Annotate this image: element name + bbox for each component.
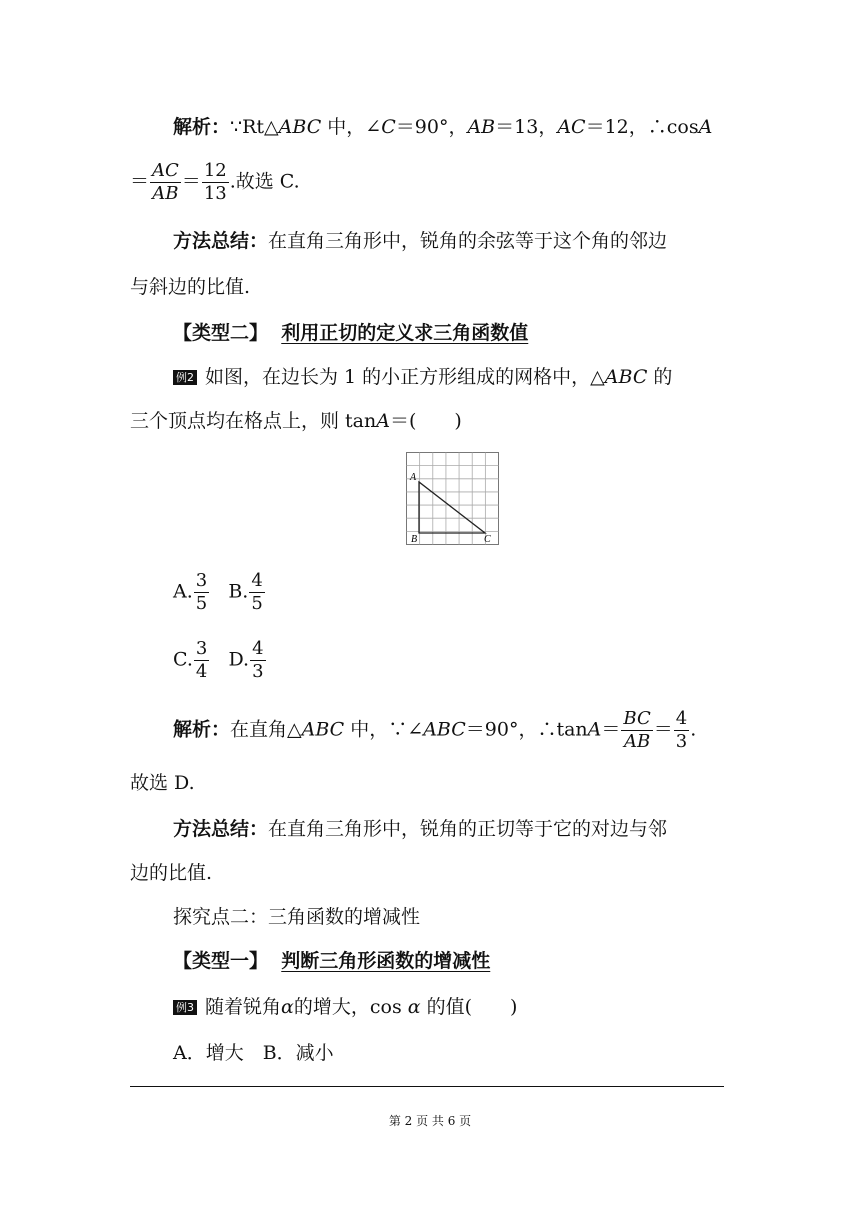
fraction-4-3: $\frac{4}{3}$ [675, 708, 688, 752]
analysis-label: 解析： [173, 718, 231, 741]
vertex-label-c: C [484, 534, 491, 545]
option-a-fraction: $\frac{3}{5}$ [195, 570, 208, 614]
grid-triangle-figure [406, 452, 500, 546]
option-d-fraction: $\frac{4}{3}$ [252, 638, 264, 682]
ex2-options-cd: C. $\frac{3}{4}$ D. $\frac{4}{3}$ [173, 638, 264, 682]
ex3-options: A．增大 B．减小 [173, 1042, 334, 1064]
option-b-fraction: $\frac{4}{5}$ [251, 570, 263, 614]
summary2-line2: 边的比值. [130, 862, 213, 884]
summary-label: 方法总结： [173, 230, 269, 252]
summary2-line1: 方法总结：在直角三角形中，锐角的正切等于它的对边与邻 [173, 818, 668, 840]
vertex-label-a: A [410, 472, 417, 483]
summary1-line1: 方法总结：在直角三角形中，锐角的余弦等于这个角的邻边 [173, 230, 668, 252]
option-c-fraction: $\frac{3}{4}$ [195, 638, 208, 682]
ex2-options-ab: A. $\frac{3}{5}$ B. $\frac{4}{5}$ [173, 570, 263, 614]
vertex-label-b: B [411, 534, 418, 545]
fraction-bc-ab: $\frac{BC}{AB}$ [623, 708, 651, 752]
analysis2-line1: 解析：在直角△ABC 中，∵∠ABC＝90°，∴tanA＝ $\frac{BC}{AB}$ ＝ $\frac{4}{3}$ . [173, 708, 697, 752]
analysis1-line1: 解析：∵Rt△ABC 中，∠C＝90°，AB＝13，AC＝12，∴cosA [173, 116, 713, 138]
analysis1-line2: ＝ $\frac{AC}{AB}$ ＝ $\frac{12}{13}$ .故选 C. [130, 160, 300, 204]
ex2-line2: 三个顶点均在格点上，则 tanA＝( ) [130, 410, 462, 432]
explore-point-two: 探究点二：三角函数的增减性 [173, 906, 421, 928]
fraction-ac-ab: $\frac{AC}{AB}$ [152, 160, 179, 204]
type2-heading: 【类型二】 利用正切的定义求三角函数值 [173, 322, 529, 344]
fraction-12-13: $\frac{12}{13}$ [203, 160, 227, 204]
analysis2-line2: 故选 D. [130, 772, 195, 794]
example-badge: 例3 [173, 1000, 197, 1015]
type1-heading: 【类型一】 判断三角形函数的增减性 [173, 950, 491, 972]
footer-divider [130, 1086, 724, 1087]
page-footer: 第 2 页 共 6 页 [388, 1114, 472, 1128]
summary-label: 方法总结： [173, 818, 269, 840]
ex2-line1: 例2 如图，在边长为 1 的小正方形组成的网格中，△ABC 的 [173, 362, 773, 392]
analysis-label: 解析： [173, 116, 231, 138]
ex3-line1: 例3 随着锐角α的增大，cos α 的值( ) [173, 992, 773, 1022]
summary1-line2: 与斜边的比值. [130, 276, 251, 298]
example-badge: 例2 [173, 370, 197, 385]
